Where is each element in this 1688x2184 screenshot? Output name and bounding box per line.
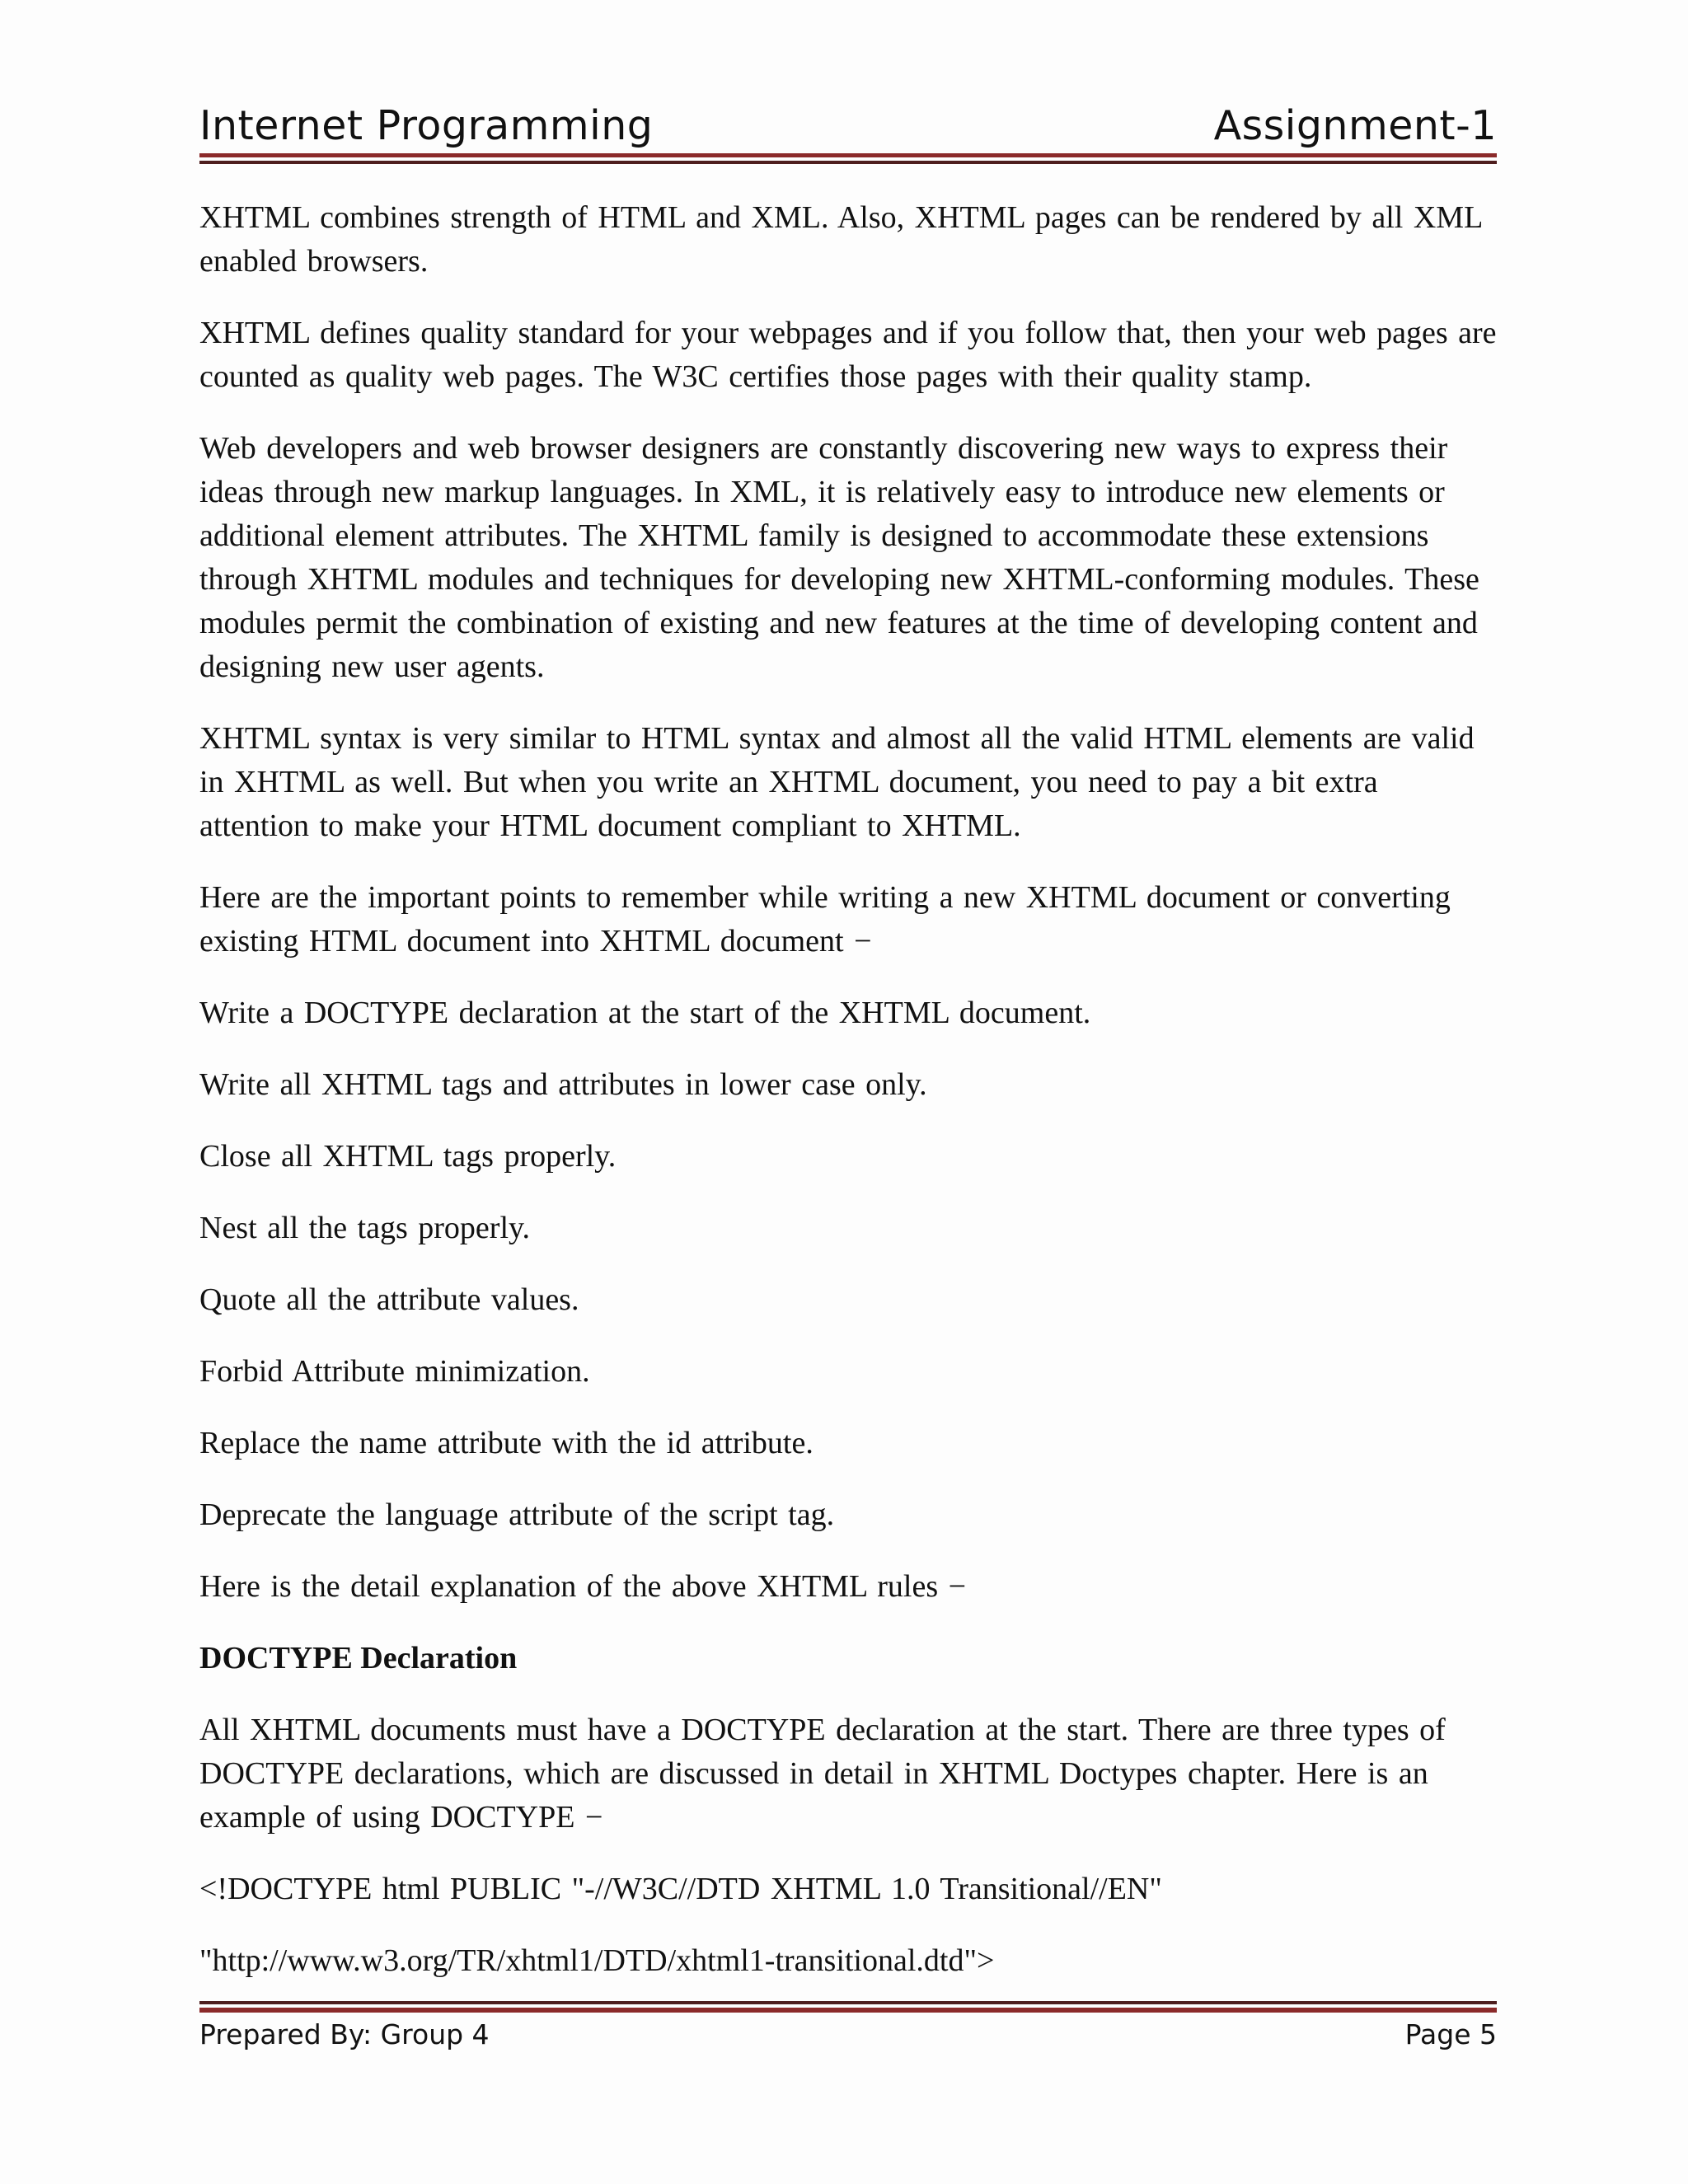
rule-item: Deprecate the language attribute of the script tag. [199, 1497, 835, 1532]
header-rule-upper [199, 153, 1497, 157]
page-footer [199, 2014, 1497, 2055]
paragraph: XHTML defines quality standard for your webpages and if you follow that, then your web pages are counted as quality web pages. The W3C certifies those pages with their quality stamp. [199, 316, 1497, 394]
footer-rule-upper [199, 2001, 1497, 2004]
header-course-title: Internet Programming [199, 102, 654, 149]
paragraph: XHTML combines strength of HTML and XML. Also, XHTML pages can be rendered by all XML enabled browsers. [199, 200, 1482, 279]
footer-prepared-by: Prepared By: Group 4 [199, 2018, 490, 2050]
rule-item: Close all XHTML tags properly. [199, 1139, 617, 1174]
rule-item: Write all XHTML tags and attributes in lower case only. [199, 1067, 927, 1102]
code-line: "http://www.w3.org/TR/xhtml1/DTD/xhtml1-transitional.dtd"> [199, 1943, 995, 1978]
rule-item: Forbid Attribute minimization. [199, 1354, 590, 1389]
page-header [199, 97, 1497, 155]
rule-item: Quote all the attribute values. [199, 1282, 579, 1317]
header-assignment-title: Assignment-1 [1213, 102, 1497, 149]
code-line: <!DOCTYPE html PUBLIC "-//W3C//DTD XHTML 1.0 Transitional//EN" [199, 1872, 1162, 1906]
rule-item: Nest all the tags properly. [199, 1211, 531, 1245]
footer-page-number: Page 5 [1404, 2018, 1497, 2050]
footer-rule-lower [199, 2008, 1497, 2013]
rule-item: Write a DOCTYPE declaration at the start of the XHTML document. [199, 996, 1091, 1030]
paragraph: XHTML syntax is very similar to HTML syntax and almost all the valid HTML elements are valid in XHTML as well. But when you write an XHTML document, you need to pay a bit extra attention to make your HTML document compliant to XHTML. [199, 721, 1475, 843]
header-rule-lower [199, 161, 1497, 164]
paragraph: Here are the important points to remember while writing a new XHTML document or converting existing HTML document into XHTML document − [199, 880, 1451, 958]
page-body [199, 196, 1497, 2011]
rule-item: Replace the name attribute with the id attribute. [199, 1426, 814, 1460]
paragraph: Web developers and web browser designers are constantly discovering new ways to express their ideas through new markup languages. In XML, it is relatively easy to introduce new elements or additional element attributes. The XHTML family is designed to accommodate these extensions through XHTML modules and techniques for developing new XHTML-conforming modules. These modules permit the combination of existing and new features at the time of developing content and designing new user agents. [199, 431, 1479, 684]
paragraph: Here is the detail explanation of the above XHTML rules − [199, 1569, 967, 1604]
section-heading: DOCTYPE Declaration [199, 1641, 518, 1675]
paragraph: All XHTML documents must have a DOCTYPE declaration at the start. There are three types of DOCTYPE declarations, which are discussed in detail in XHTML Doctypes chapter. Here is an example of using DOCTYPE − [199, 1713, 1446, 1835]
